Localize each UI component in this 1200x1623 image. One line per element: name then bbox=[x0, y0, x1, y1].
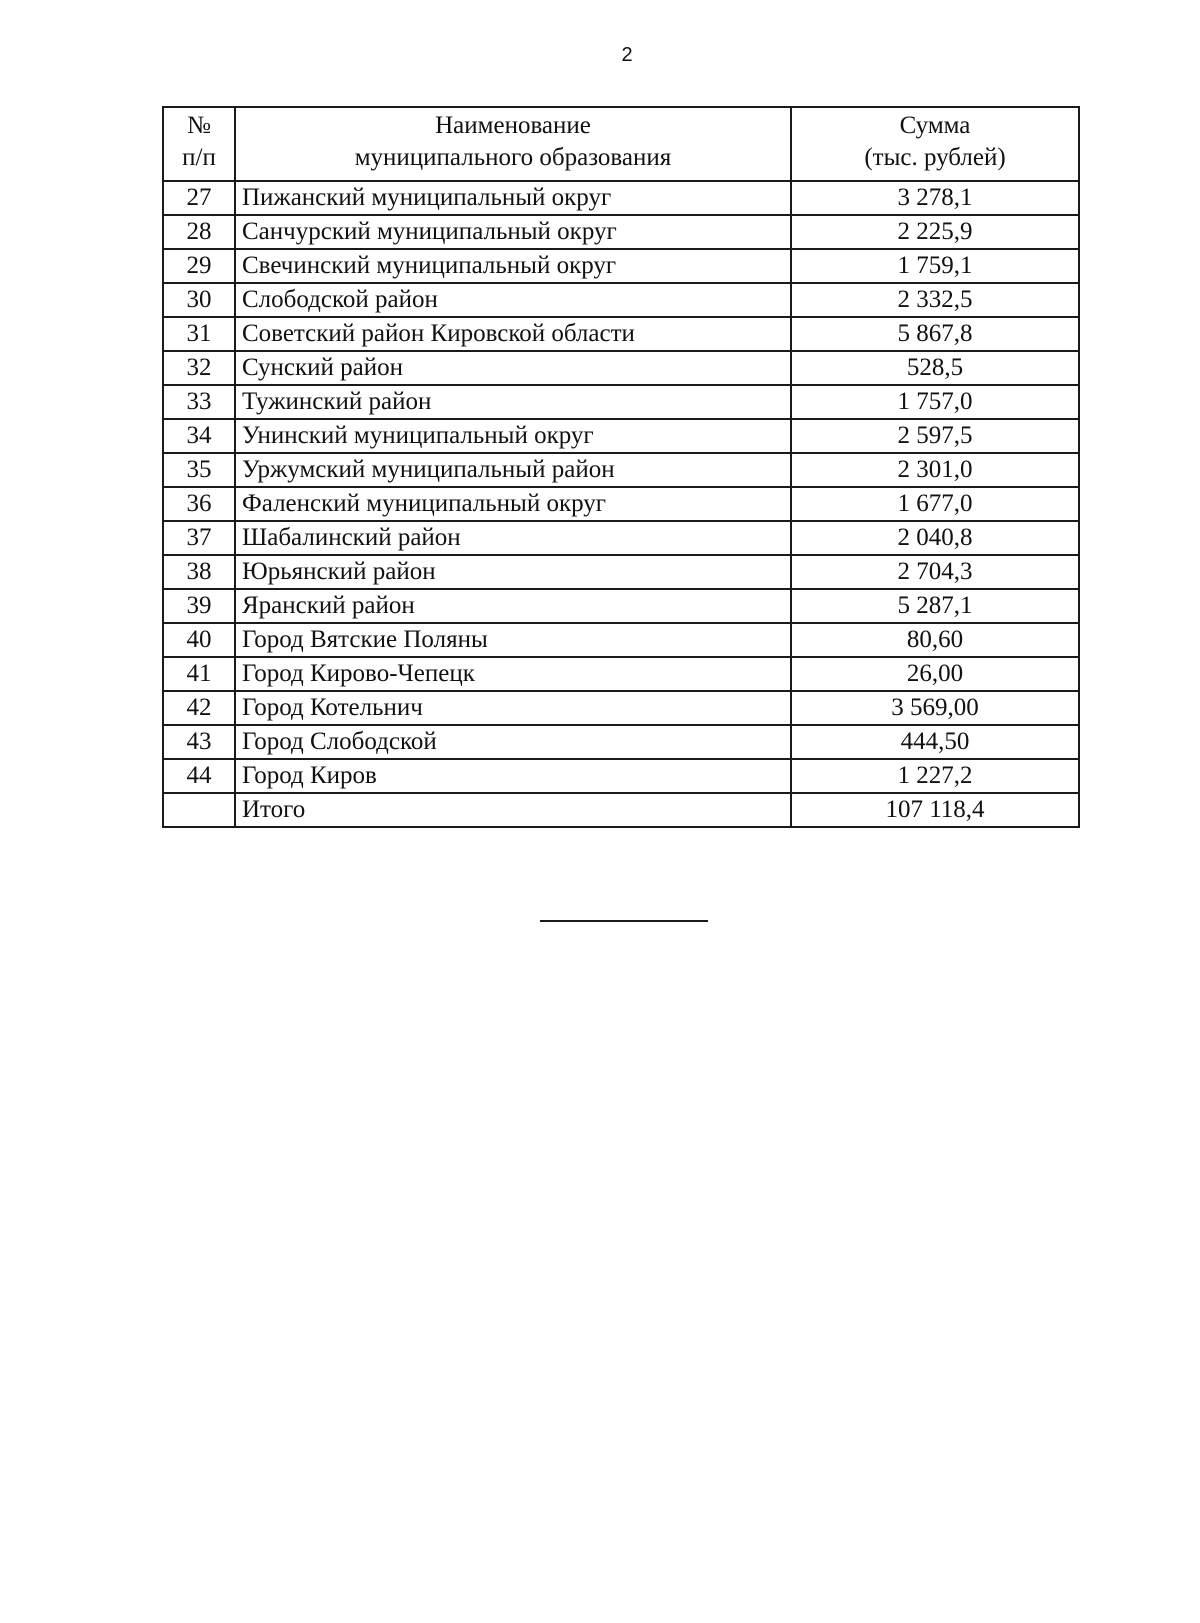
row-municipality-name: Фаленский муниципальный округ bbox=[235, 487, 791, 521]
row-municipality-name: Город Вятские Поляны bbox=[235, 623, 791, 657]
table-body bbox=[163, 181, 1079, 793]
row-number: 39 bbox=[163, 589, 235, 623]
table-row bbox=[163, 181, 1079, 215]
total-sum: 107 118,4 bbox=[791, 793, 1079, 827]
row-amount: 2 225,9 bbox=[791, 215, 1079, 249]
row-amount: 3 569,00 bbox=[791, 691, 1079, 725]
header-num-line-1: № bbox=[187, 112, 211, 139]
table-row bbox=[163, 317, 1079, 351]
row-number: 32 bbox=[163, 351, 235, 385]
row-number: 43 bbox=[163, 725, 235, 759]
row-amount: 3 278,1 bbox=[791, 181, 1079, 215]
row-municipality-name: Слободской район bbox=[235, 283, 791, 317]
row-municipality-name: Советский район Кировской области bbox=[235, 317, 791, 351]
row-number: 40 bbox=[163, 623, 235, 657]
closing-divider-line bbox=[540, 920, 708, 922]
row-number: 42 bbox=[163, 691, 235, 725]
row-municipality-name: Город Кирово-Чепецк bbox=[235, 657, 791, 691]
row-amount: 80,60 bbox=[791, 623, 1079, 657]
row-number: 33 bbox=[163, 385, 235, 419]
row-amount: 5 867,8 bbox=[791, 317, 1079, 351]
header-sum-line-2: (тыс. рублей) bbox=[864, 144, 1006, 171]
row-number: 30 bbox=[163, 283, 235, 317]
row-amount: 1 759,1 bbox=[791, 249, 1079, 283]
row-municipality-name: Тужинский район bbox=[235, 385, 791, 419]
total-num bbox=[163, 793, 235, 827]
row-amount: 2 597,5 bbox=[791, 419, 1079, 453]
table-row bbox=[163, 487, 1079, 521]
row-amount: 1 227,2 bbox=[791, 759, 1079, 793]
table-row bbox=[163, 283, 1079, 317]
row-amount: 2 332,5 bbox=[791, 283, 1079, 317]
header-sum bbox=[791, 107, 1079, 181]
row-number: 27 bbox=[163, 181, 235, 215]
header-num bbox=[163, 107, 235, 181]
table-row bbox=[163, 453, 1079, 487]
row-number: 31 bbox=[163, 317, 235, 351]
row-number: 44 bbox=[163, 759, 235, 793]
row-municipality-name: Пижанский муниципальный округ bbox=[235, 181, 791, 215]
row-number: 34 bbox=[163, 419, 235, 453]
row-municipality-name: Санчурский муниципальный округ bbox=[235, 215, 791, 249]
table-row bbox=[163, 725, 1079, 759]
table-row bbox=[163, 589, 1079, 623]
row-amount: 2 040,8 bbox=[791, 521, 1079, 555]
row-number: 28 bbox=[163, 215, 235, 249]
row-number: 38 bbox=[163, 555, 235, 589]
header-name-line-2: муниципального образования bbox=[354, 144, 672, 171]
table-row bbox=[163, 759, 1079, 793]
table-row bbox=[163, 623, 1079, 657]
row-amount: 2 704,3 bbox=[791, 555, 1079, 589]
row-municipality-name: Город Котельнич bbox=[235, 691, 791, 725]
table-row bbox=[163, 351, 1079, 385]
header-sum-line-1: Сумма bbox=[899, 112, 971, 139]
budget-table bbox=[162, 106, 1080, 828]
row-municipality-name: Город Киров bbox=[235, 759, 791, 793]
table-row bbox=[163, 249, 1079, 283]
table-row bbox=[163, 555, 1079, 589]
total-row bbox=[163, 793, 1079, 827]
header-name-line-1: Наименование bbox=[435, 112, 591, 139]
header-num-line-2: п/п bbox=[182, 144, 216, 171]
table-row bbox=[163, 385, 1079, 419]
header-name bbox=[235, 107, 791, 181]
row-municipality-name: Юрьянский район bbox=[235, 555, 791, 589]
row-amount: 2 301,0 bbox=[791, 453, 1079, 487]
table-header-row bbox=[163, 107, 1079, 181]
table-row bbox=[163, 691, 1079, 725]
row-municipality-name: Сунский район bbox=[235, 351, 791, 385]
row-number: 29 bbox=[163, 249, 235, 283]
row-municipality-name: Уржумский муниципальный район bbox=[235, 453, 791, 487]
row-municipality-name: Яранский район bbox=[235, 589, 791, 623]
row-number: 35 bbox=[163, 453, 235, 487]
table-row bbox=[163, 657, 1079, 691]
row-amount: 444,50 bbox=[791, 725, 1079, 759]
table-row bbox=[163, 215, 1079, 249]
total-label: Итого bbox=[235, 793, 791, 827]
row-municipality-name: Шабалинский район bbox=[235, 521, 791, 555]
table-row bbox=[163, 521, 1079, 555]
row-municipality-name: Свечинский муниципальный округ bbox=[235, 249, 791, 283]
row-number: 36 bbox=[163, 487, 235, 521]
row-municipality-name: Город Слободской bbox=[235, 725, 791, 759]
page-number: 2 bbox=[621, 44, 633, 66]
row-amount: 26,00 bbox=[791, 657, 1079, 691]
row-amount: 1 757,0 bbox=[791, 385, 1079, 419]
row-amount: 1 677,0 bbox=[791, 487, 1079, 521]
row-amount: 528,5 bbox=[791, 351, 1079, 385]
row-number: 41 bbox=[163, 657, 235, 691]
row-amount: 5 287,1 bbox=[791, 589, 1079, 623]
table-row bbox=[163, 419, 1079, 453]
row-number: 37 bbox=[163, 521, 235, 555]
row-municipality-name: Унинский муниципальный округ bbox=[235, 419, 791, 453]
